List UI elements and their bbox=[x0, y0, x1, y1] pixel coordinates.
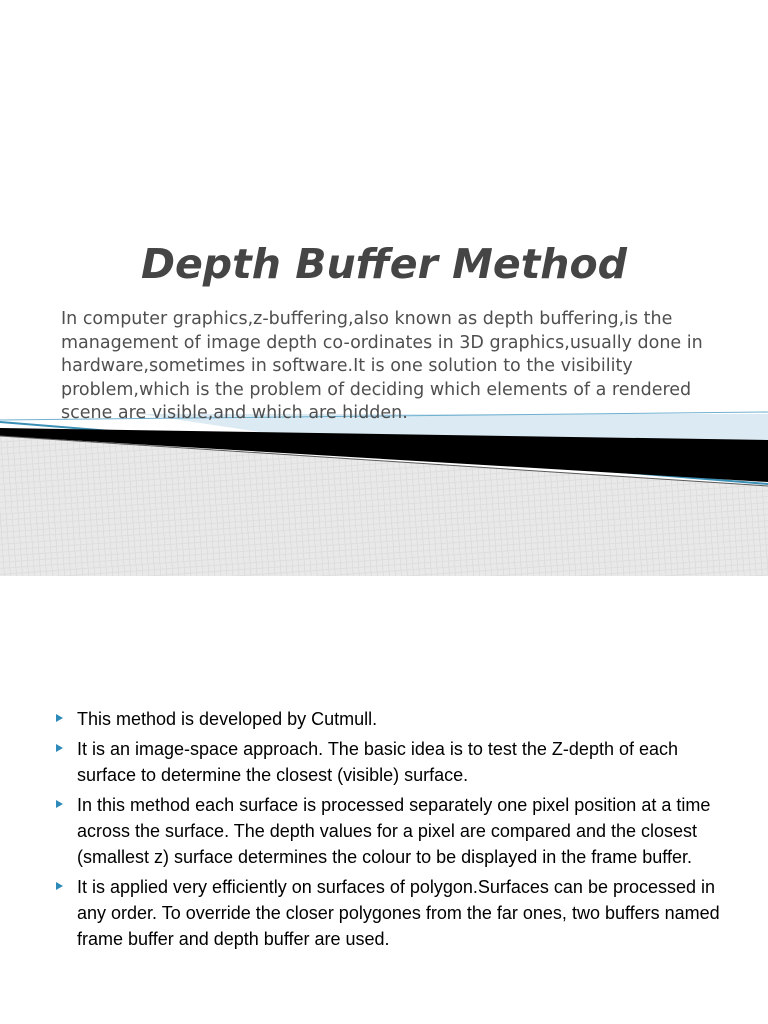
triangle-right-icon bbox=[56, 800, 63, 808]
bullet-text: This method is developed by Cutmull. bbox=[77, 709, 378, 729]
content-slide bbox=[0, 576, 768, 1024]
bullet-text: It is applied very efficiently on surfaces of polygon.Surfaces can be processed in any order. To override the closer polygones from the far ones, two buffers named frame buffer and depth buffer are used. bbox=[77, 877, 720, 949]
bullet-item bbox=[56, 736, 736, 788]
slide-title: Depth Buffer Method bbox=[140, 240, 628, 288]
bullet-item bbox=[56, 792, 736, 870]
bullet-item bbox=[56, 874, 736, 952]
triangle-right-icon bbox=[56, 714, 63, 722]
triangle-right-icon bbox=[56, 882, 63, 890]
slide-subtitle: In computer graphics,z-buffering,also known as depth buffering,is the management of image depth co-ordinates in 3D graphics,usually done in hardware,sometimes in software.It is one solution to the visibility problem,which is the problem of deciding which elements of a rendered scene are visible,and which are hidden. bbox=[61, 309, 703, 423]
bullet-text: In this method each surface is processed separately one pixel position at a time across the surface. The depth values for a pixel are compared and the closest (smallest z) surface determines the colour to be displayed in the frame buffer. bbox=[77, 795, 711, 867]
bullet-item bbox=[56, 706, 736, 732]
bullet-text: It is an image-space approach. The basic idea is to test the Z-depth of each surface to determine the closest (visible) surface. bbox=[77, 739, 679, 785]
triangle-right-icon bbox=[56, 744, 63, 752]
bullet-list bbox=[56, 706, 736, 956]
